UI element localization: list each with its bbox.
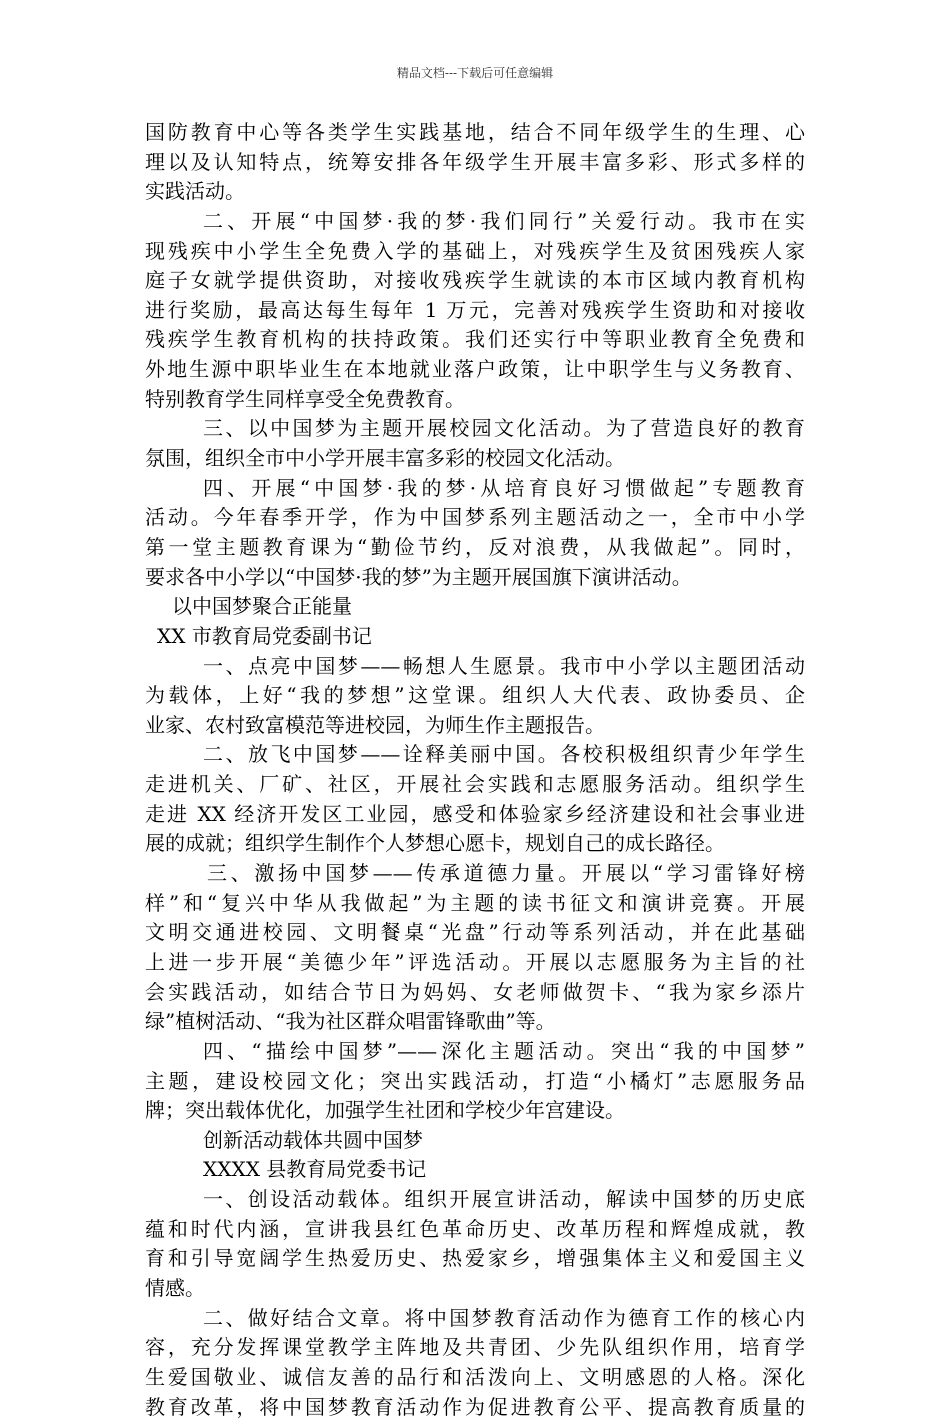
text-line: 庭子女就学提供资助，对接收残疾学生就读的本市区域内教育机构 [145,268,805,293]
text-line: XX 市教育局党委副书记 [157,623,372,648]
text-line: 走进 XX 经济开发区工业园，感受和体验家乡经济建设和社会事业进 [145,801,805,826]
text-line: 育和引导宽阔学生热爱历史、热爱家乡，增强集体主义和爱国主义 [145,1246,805,1271]
text-line: 业家、农村致富模范等进校园，为师生作主题报告。 [145,712,605,737]
text-line: 上进一步开展“美德少年”评选活动。开展以志愿服务为主旨的社 [145,949,805,974]
text-line: 展的成就；组织学生制作个人梦想心愿卡，规划自己的成长路径。 [145,831,725,856]
text-line: 为载体，上好“我的梦想”这堂课。组织人大代表、政协委员、企 [145,683,805,708]
text-line: 以中国梦聚合正能量 [172,594,352,619]
text-line: 特别教育学生同样享受全免费教育。 [145,386,465,411]
document-body [145,118,805,1422]
text-line: 二、开展“中国梦·我的梦·我们同行”关爱行动。我市在实 [203,208,805,233]
text-line: 生爱国敬业、诚信友善的品行和活泼向上、文明感恩的人格。深化 [145,1364,805,1389]
text-line: 实践活动。 [145,179,245,204]
text-line: 一、创设活动载体。组织开展宣讲活动，解读中国梦的历史底 [203,1187,805,1212]
text-line: XXXX 县教育局党委书记 [203,1157,427,1182]
text-line: 四、“描绘中国梦”——深化主题活动。突出“我的中国梦” [203,1038,805,1063]
text-line: 残疾学生教育机构的扶持政策。我们还实行中等职业教育全免费和 [145,327,805,352]
text-line: 要求各中小学以“中国梦·我的梦”为主题开展国旗下演讲活动。 [145,564,692,589]
text-line: 国防教育中心等各类学生实践基地，结合不同年级学生的生理、心 [145,120,805,144]
text-line: 绿”植树活动、“我为社区群众唱雷锋歌曲”等。 [145,1009,556,1034]
text-line: 会实践活动，如结合节日为妈妈、女老师做贺卡、“我为家乡添片 [145,979,805,1004]
text-line: 三、以中国梦为主题开展校园文化活动。为了营造良好的教育 [203,416,805,441]
text-line: 走进机关、厂矿、社区，开展社会实践和志愿服务活动。组织学生 [145,772,805,797]
text-line: 一、点亮中国梦——畅想人生愿景。我市中小学以主题团活动 [203,653,805,678]
text-line: 主题，建设校园文化；突出实践活动，打造“小橘灯”志愿服务品 [145,1068,805,1093]
text-line: 容，充分发挥课堂教学主阵地及共青团、少先队组织作用，培育学 [145,1335,805,1360]
text-line: 氛围，组织全市中小学开展丰富多彩的校园文化活动。 [145,446,625,471]
text-line: 进行奖励，最高达每生每年 1 万元，完善对残疾学生资助和对接收 [145,297,805,322]
text-line: 二、放飞中国梦——诠释美丽中国。各校积极组织青少年学生 [203,742,805,767]
text-line: 活动。今年春季开学，作为中国梦系列主题活动之一，全市中小学 [145,505,805,530]
text-line: 创新活动载体共圆中国梦 [203,1127,423,1152]
text-line: 教育改革，将中国梦教育活动作为促进教育公平、提高教育质量的 [145,1394,805,1419]
text-line: 三、激扬中国梦——传承道德力量。开展以“学习雷锋好榜 [207,861,805,886]
text-line: 现残疾中小学生全免费入学的基础上，对残疾学生及贫困残疾人家 [145,238,805,263]
text-line: 理以及认知特点，统筹安排各年级学生开展丰富多彩、形式多样的 [145,149,805,174]
page-header: 精品文档---下载后可任意编辑 [396,66,554,80]
text-line: 蕴和时代内涵，宣讲我县红色革命历史、改革历程和辉煌成就，教 [145,1216,805,1241]
text-line: 文明交通进校园、文明餐桌“光盘”行动等系列活动，并在此基础 [145,920,805,945]
text-line: 二、做好结合文章。将中国梦教育活动作为德育工作的核心内 [203,1305,805,1330]
text-line: 四、开展“中国梦·我的梦·从培育良好习惯做起”专题教育 [203,475,805,500]
text-line: 外地生源中职毕业生在本地就业落户政策，让中职学生与义务教育、 [145,357,805,382]
text-line: 样”和“复兴中华从我做起”为主题的读书征文和演讲竞赛。开展 [145,890,805,915]
text-line: 牌；突出载体优化，加强学生社团和学校少年宫建设。 [145,1098,625,1123]
text-line: 情感。 [145,1275,205,1300]
text-line: 第一堂主题教育课为“勤俭节约，反对浪费，从我做起”。同时， [145,534,805,559]
